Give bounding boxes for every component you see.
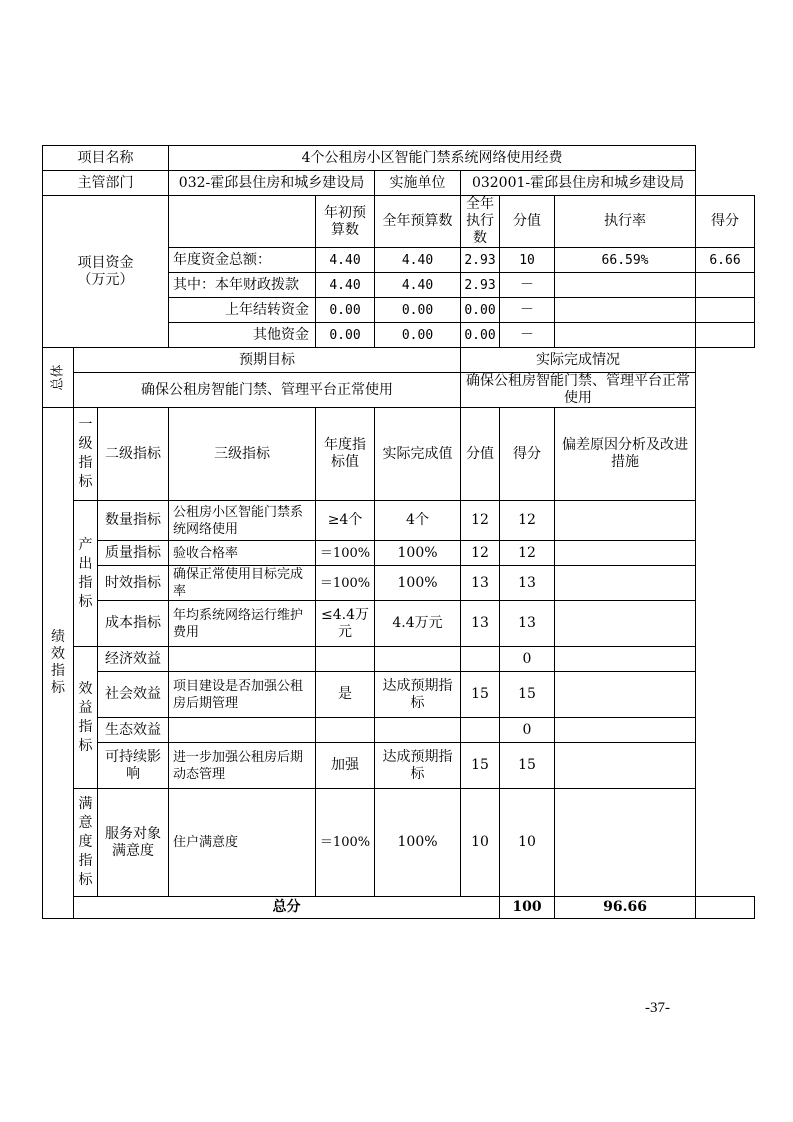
level3-cell: 公租房小区智能门禁系统网络使用 bbox=[169, 501, 316, 541]
target-header: 年度指标值 bbox=[316, 408, 375, 501]
funds-rate bbox=[555, 298, 696, 323]
level3-cell bbox=[169, 647, 316, 672]
target-cell: ≥4个 bbox=[316, 501, 375, 541]
level3-cell bbox=[169, 718, 316, 743]
funds-executed: 2.93 bbox=[461, 273, 500, 298]
overall-label bbox=[43, 348, 74, 408]
col-annual-budget: 全年预算数 bbox=[375, 196, 461, 248]
analysis-cell bbox=[555, 789, 696, 897]
funds-score bbox=[696, 323, 755, 348]
indicator-row bbox=[43, 789, 755, 897]
indicator-row bbox=[43, 672, 755, 718]
actual-cell bbox=[375, 647, 461, 672]
analysis-cell bbox=[555, 647, 696, 672]
level3-cell: 确保正常使用目标完成率 bbox=[169, 566, 316, 601]
points-cell: 13 bbox=[461, 601, 500, 647]
dept-label: 主管部门 bbox=[43, 171, 169, 196]
expected-goal-value: 确保公租房智能门禁、管理平台正常使用 bbox=[74, 373, 461, 408]
score-cell: 0 bbox=[500, 718, 555, 743]
impl-label: 实施单位 bbox=[375, 171, 461, 196]
level2-cell: 质量指标 bbox=[98, 541, 169, 566]
score-cell: 10 bbox=[500, 789, 555, 897]
funds-score: 6.66 bbox=[696, 248, 755, 273]
total-points: 100 bbox=[500, 897, 555, 919]
analysis-cell bbox=[555, 672, 696, 718]
funds-rate bbox=[555, 323, 696, 348]
level1-benefit bbox=[74, 647, 98, 789]
level3-header: 三级指标 bbox=[169, 408, 316, 501]
funds-annual: 0.00 bbox=[375, 323, 461, 348]
points-cell bbox=[461, 647, 500, 672]
funds-rate: 66.59% bbox=[555, 248, 696, 273]
score-header: 得分 bbox=[500, 408, 555, 501]
target-cell: ＝100% bbox=[316, 541, 375, 566]
score-cell: 13 bbox=[500, 601, 555, 647]
col-initial-budget: 年初预算数 bbox=[316, 196, 375, 248]
funds-executed: 0.00 bbox=[461, 298, 500, 323]
funds-executed: 2.93 bbox=[461, 248, 500, 273]
indicator-row bbox=[43, 647, 755, 672]
score-cell: 15 bbox=[500, 743, 555, 789]
performance-evaluation-table bbox=[42, 145, 755, 919]
level3-cell: 年均系统网络运行维护费用 bbox=[169, 601, 316, 647]
level2-cell: 成本指标 bbox=[98, 601, 169, 647]
indicator-row bbox=[43, 541, 755, 566]
target-cell bbox=[316, 647, 375, 672]
score-cell: 0 bbox=[500, 647, 555, 672]
overall-header-row bbox=[43, 348, 755, 373]
level3-cell: 进一步加强公租房后期动态管理 bbox=[169, 743, 316, 789]
level1-header-text: 一级指标 bbox=[78, 417, 93, 490]
target-cell: ≤4.4万元 bbox=[316, 601, 375, 647]
actual-cell: 4.4万元 bbox=[375, 601, 461, 647]
project-name-value: 4个公租房小区智能门禁系统网络使用经费 bbox=[169, 146, 696, 171]
score-cell: 12 bbox=[500, 501, 555, 541]
funds-score-value: － bbox=[500, 298, 555, 323]
col-score-value: 分值 bbox=[500, 196, 555, 248]
target-cell: 是 bbox=[316, 672, 375, 718]
level1-output-text: 产出指标 bbox=[78, 536, 93, 610]
points-cell: 15 bbox=[461, 743, 500, 789]
target-cell: ＝100% bbox=[316, 789, 375, 897]
funds-blank-header bbox=[169, 196, 316, 248]
analysis-cell bbox=[555, 601, 696, 647]
actual-completion-header: 实际完成情况 bbox=[461, 348, 696, 373]
analysis-cell bbox=[555, 501, 696, 541]
funds-initial: 4.40 bbox=[316, 248, 375, 273]
project-name-row bbox=[43, 146, 755, 171]
analysis-cell bbox=[555, 541, 696, 566]
actual-completion-value: 确保公租房智能门禁、管理平台正常使用 bbox=[461, 373, 696, 408]
indicator-row bbox=[43, 566, 755, 601]
funds-row-label: 其他资金 bbox=[169, 323, 316, 348]
total-blank bbox=[696, 897, 755, 919]
col-score: 得分 bbox=[696, 196, 755, 248]
points-header: 分值 bbox=[461, 408, 500, 501]
funds-annual: 0.00 bbox=[375, 298, 461, 323]
level1-benefit-text: 效益指标 bbox=[78, 680, 93, 754]
target-cell: 加强 bbox=[316, 743, 375, 789]
performance-label bbox=[43, 408, 74, 919]
level2-cell: 可持续影响 bbox=[98, 743, 169, 789]
points-cell: 12 bbox=[461, 541, 500, 566]
funds-label bbox=[43, 196, 169, 348]
level2-cell: 经济效益 bbox=[98, 647, 169, 672]
funds-score-value: 10 bbox=[500, 248, 555, 273]
actual-cell: 达成预期指标 bbox=[375, 672, 461, 718]
score-cell: 13 bbox=[500, 566, 555, 601]
points-cell: 10 bbox=[461, 789, 500, 897]
indicator-row bbox=[43, 501, 755, 541]
indicator-row bbox=[43, 743, 755, 789]
funds-rate bbox=[555, 273, 696, 298]
indicator-row bbox=[43, 718, 755, 743]
level1-satisfaction bbox=[74, 789, 98, 897]
impl-value: 032001-霍邱县住房和城乡建设局 bbox=[461, 171, 696, 196]
funds-label-line1: 项目资金 bbox=[77, 254, 134, 271]
funds-initial: 0.00 bbox=[316, 298, 375, 323]
points-cell: 13 bbox=[461, 566, 500, 601]
points-cell: 15 bbox=[461, 672, 500, 718]
total-score: 96.66 bbox=[555, 897, 696, 919]
funds-executed: 0.00 bbox=[461, 323, 500, 348]
level1-output bbox=[74, 501, 98, 647]
page-number: -37- bbox=[645, 1000, 670, 1016]
analysis-cell bbox=[555, 743, 696, 789]
funds-score bbox=[696, 273, 755, 298]
actual-cell: 达成预期指标 bbox=[375, 743, 461, 789]
funds-initial: 4.40 bbox=[316, 273, 375, 298]
analysis-cell bbox=[555, 566, 696, 601]
score-cell: 15 bbox=[500, 672, 555, 718]
dept-value: 032-霍邱县住房和城乡建设局 bbox=[169, 171, 375, 196]
level2-cell: 数量指标 bbox=[98, 501, 169, 541]
funds-row-label: 年度资金总额： bbox=[169, 248, 316, 273]
analysis-header: 偏差原因分析及改进措施 bbox=[555, 408, 696, 501]
level1-satisfaction-text: 满意度指标 bbox=[78, 796, 93, 888]
col-annual-executed: 全年执行数 bbox=[461, 196, 500, 248]
target-cell bbox=[316, 718, 375, 743]
level2-cell: 服务对象满意度 bbox=[98, 789, 169, 897]
points-cell bbox=[461, 718, 500, 743]
expected-goal-header: 预期目标 bbox=[74, 348, 461, 373]
level2-cell: 社会效益 bbox=[98, 672, 169, 718]
level2-cell: 时效指标 bbox=[98, 566, 169, 601]
funds-annual: 4.40 bbox=[375, 273, 461, 298]
overall-label-text: 总体 bbox=[50, 364, 66, 391]
level2-cell: 生态效益 bbox=[98, 718, 169, 743]
level3-cell: 住户满意度 bbox=[169, 789, 316, 897]
actual-cell: 4个 bbox=[375, 501, 461, 541]
actual-cell: 100% bbox=[375, 566, 461, 601]
analysis-cell bbox=[555, 718, 696, 743]
points-cell: 12 bbox=[461, 501, 500, 541]
indicator-row bbox=[43, 601, 755, 647]
col-execution-rate: 执行率 bbox=[555, 196, 696, 248]
funds-score bbox=[696, 298, 755, 323]
actual-cell: 100% bbox=[375, 789, 461, 897]
level1-header bbox=[74, 408, 98, 501]
total-label: 总分 bbox=[74, 897, 500, 919]
funds-annual: 4.40 bbox=[375, 248, 461, 273]
funds-row-label: 上年结转资金 bbox=[169, 298, 316, 323]
overall-value-row bbox=[43, 373, 755, 408]
level3-cell: 验收合格率 bbox=[169, 541, 316, 566]
actual-cell bbox=[375, 718, 461, 743]
funds-score-value: － bbox=[500, 323, 555, 348]
level2-header: 二级指标 bbox=[98, 408, 169, 501]
funds-row-label: 其中：本年财政拨款 bbox=[169, 273, 316, 298]
target-cell: ＝100% bbox=[316, 566, 375, 601]
funds-initial: 0.00 bbox=[316, 323, 375, 348]
funds-header-row bbox=[43, 196, 755, 248]
funds-label-line2: （万元） bbox=[77, 271, 134, 288]
funds-score-value: － bbox=[500, 273, 555, 298]
actual-cell: 100% bbox=[375, 541, 461, 566]
total-row bbox=[43, 897, 755, 919]
department-row bbox=[43, 171, 755, 196]
project-name-label: 项目名称 bbox=[43, 146, 169, 171]
score-cell: 12 bbox=[500, 541, 555, 566]
level3-cell: 项目建设是否加强公租房后期管理 bbox=[169, 672, 316, 718]
actual-header: 实际完成值 bbox=[375, 408, 461, 501]
performance-label-text: 绩效指标 bbox=[51, 629, 65, 696]
performance-header-row bbox=[43, 408, 755, 501]
